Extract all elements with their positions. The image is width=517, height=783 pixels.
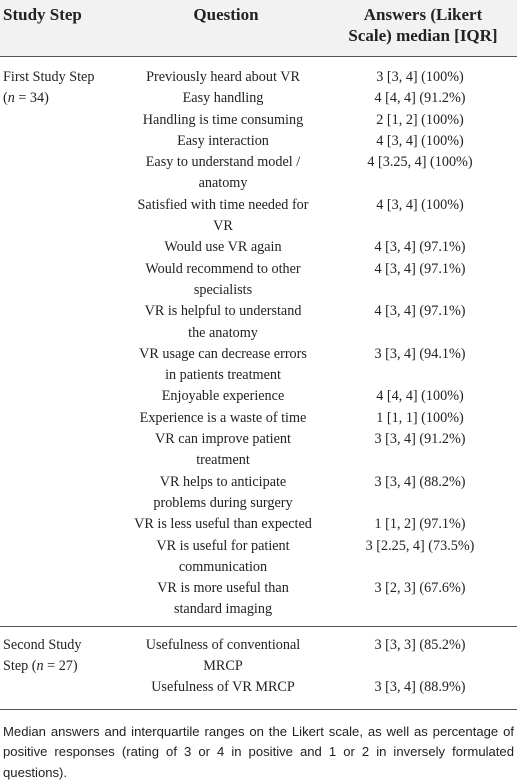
table-caption: Median answers and interquartile ranges on the Likert scale, as well as percentage of positive responses (rating of 3 or 4 in positive and 1 or 2 in inversely formulated questions). <box>3 723 514 780</box>
table-row <box>0 237 517 258</box>
question-text: in patients treatment <box>165 367 281 384</box>
study-step-count-prefix: Step ( <box>3 658 37 675</box>
answer-cell: 4 [3.25, 4] (100%) <box>367 154 473 171</box>
answer-cell: 1 [1, 1] (100%) <box>376 409 464 426</box>
answer-cell: 3 [2.25, 4] (73.5%) <box>365 537 475 554</box>
answer-cell: 3 [3, 4] (91.2%) <box>374 431 466 448</box>
table-row <box>0 131 517 152</box>
question-text: communication <box>178 558 268 575</box>
study-step-section <box>0 627 517 710</box>
header-answers-line2: Scale) median [IQR] <box>348 26 498 45</box>
table-row <box>0 408 517 429</box>
table-body <box>0 57 517 710</box>
question-cell <box>120 536 326 579</box>
header-study-step: Study Step <box>3 5 82 24</box>
question-cell <box>120 131 326 152</box>
answer-cell: 4 [3, 4] (97.1%) <box>374 239 466 256</box>
study-step-count-prefix: ( <box>3 90 8 107</box>
question-text: VR usage can decrease errors <box>139 345 307 362</box>
table-row <box>0 514 517 535</box>
question-cell <box>120 677 326 698</box>
question-cell <box>120 635 326 678</box>
question-text: treatment <box>196 452 250 469</box>
study-step-count-var: n <box>7 90 15 107</box>
question-text: problems during surgery <box>153 494 293 511</box>
question-text: Experience is a waste of time <box>139 409 307 426</box>
study-step-count-var: n <box>36 658 44 675</box>
question-cell <box>120 110 326 131</box>
question-text: MRCP <box>203 658 243 675</box>
answer-cell: 3 [3, 3] (85.2%) <box>374 636 466 653</box>
question-text: VR can improve patient <box>155 431 291 448</box>
answer-cell: 4 [4, 4] (100%) <box>376 388 464 405</box>
study-step-section <box>0 57 517 627</box>
table-row <box>0 301 517 344</box>
question-cell <box>120 344 326 387</box>
question-text: VR is useful for patient <box>156 537 290 554</box>
question-text: Would use VR again <box>164 239 282 256</box>
question-text: VR is less useful than expected <box>134 516 312 533</box>
answer-cell: 2 [1, 2] (100%) <box>376 111 464 128</box>
question-cell <box>120 195 326 238</box>
answer-cell: 4 [4, 4] (91.2%) <box>374 90 466 107</box>
header-question: Question <box>193 5 259 24</box>
table-header <box>0 0 517 57</box>
question-text: Previously heard about VR <box>146 69 300 85</box>
table-row <box>0 578 517 621</box>
answer-cell: 3 [3, 4] (88.2%) <box>374 473 466 490</box>
question-cell <box>120 259 326 302</box>
question-text: Handling is time consuming <box>142 111 304 128</box>
question-text: Easy handling <box>182 90 264 107</box>
study-step-title: Second Study <box>3 636 82 653</box>
question-cell <box>120 429 326 472</box>
question-cell <box>120 152 326 195</box>
table-row <box>0 472 517 515</box>
header-answers-line1: Answers (Likert <box>363 5 483 24</box>
question-text: standard imaging <box>173 601 273 618</box>
study-step-count <box>3 88 123 109</box>
question-cell <box>120 67 326 88</box>
question-text: Usefulness of VR MRCP <box>151 679 295 696</box>
answer-cell: 3 [3, 4] (94.1%) <box>374 345 466 362</box>
question-cell <box>120 237 326 258</box>
study-step-count-value: = 34) <box>14 90 49 107</box>
question-text: Satisfied with time needed for <box>137 196 309 213</box>
question-text: VR is more useful than <box>157 580 289 597</box>
table-row <box>0 536 517 579</box>
question-cell <box>120 301 326 344</box>
answer-cell: 4 [3, 4] (97.1%) <box>374 260 466 277</box>
question-text: VR <box>213 218 233 235</box>
answer-cell: 3 [3, 4] (100%) <box>376 69 464 85</box>
question-cell <box>120 88 326 109</box>
table-row <box>0 429 517 472</box>
question-text: specialists <box>193 281 253 298</box>
question-text: the anatomy <box>188 324 258 341</box>
answer-cell: 1 [1, 2] (97.1%) <box>374 516 466 533</box>
table-row <box>0 152 517 195</box>
question-text: Would recommend to other <box>145 260 301 277</box>
question-text: VR helps to anticipate <box>159 473 287 490</box>
question-text: Easy to understand model / <box>145 154 301 171</box>
table-row <box>0 259 517 302</box>
answer-cell: 4 [3, 4] (100%) <box>376 132 464 149</box>
table-row <box>0 344 517 387</box>
question-text: Usefulness of conventional <box>145 636 301 653</box>
table-row <box>0 110 517 131</box>
study-step-count-value: = 27) <box>43 658 78 675</box>
question-cell <box>120 472 326 515</box>
study-step-title: First Study Step <box>3 69 95 85</box>
question-cell <box>120 386 326 407</box>
study-step-label <box>3 67 123 110</box>
question-text: Enjoyable experience <box>161 388 285 405</box>
question-text: VR is helpful to understand <box>144 303 302 320</box>
study-step-label <box>3 635 123 678</box>
table-row <box>0 195 517 238</box>
answer-cell: 3 [2, 3] (67.6%) <box>374 580 466 597</box>
question-text: Easy interaction <box>177 132 269 149</box>
table-row <box>0 386 517 407</box>
answer-cell: 4 [3, 4] (100%) <box>376 196 464 213</box>
question-cell <box>120 514 326 535</box>
answer-cell: 4 [3, 4] (97.1%) <box>374 303 466 320</box>
answer-cell: 3 [3, 4] (88.9%) <box>374 679 466 696</box>
study-step-count <box>3 656 123 677</box>
question-cell <box>120 578 326 621</box>
header-answers <box>329 0 517 56</box>
question-cell <box>120 408 326 429</box>
question-text: anatomy <box>198 175 248 192</box>
table-row <box>0 677 517 698</box>
